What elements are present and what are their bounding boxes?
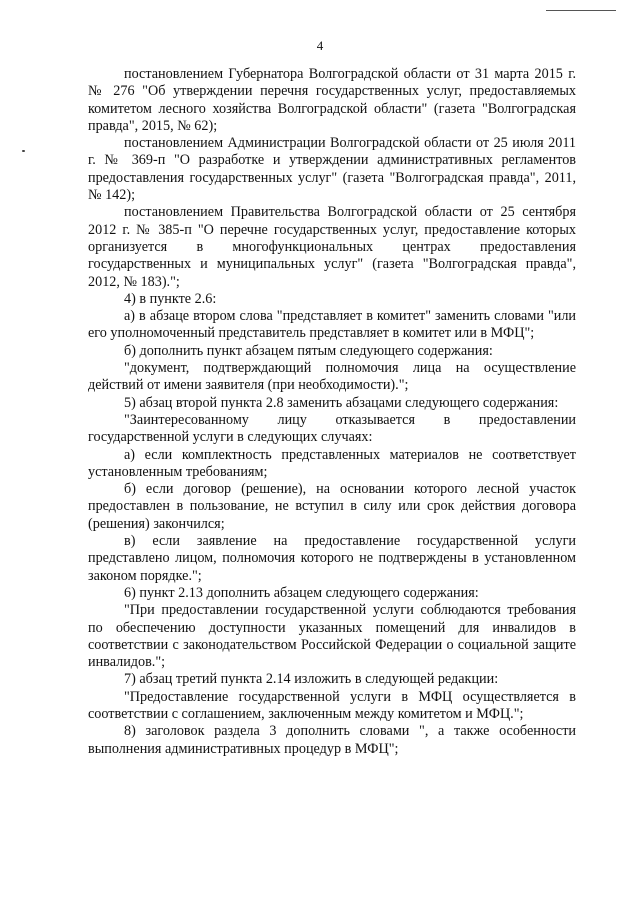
- paragraph: 5) абзац второй пункта 2.8 заменить абзацами следующего содержания:: [124, 394, 559, 411]
- paragraph: б) дополнить пункт абзацем пятым следующего содержания:: [124, 342, 493, 359]
- paragraph: а) в абзаце втором слова "представляет в комитет" заменить словами "или его уполномоченный представитель представляет в комитет или в МФЦ";: [88, 308, 576, 342]
- paragraph: постановлением Правительства Волгоградской области от 25 сентября 2012 г. № 385-п "О перечне государственных услуг, предоставление которых организуется в многофункциональных центрах предоставления государственных и муниципальных услуг" (газета "Волгоградская правда", 2012, № 183).";: [88, 204, 576, 290]
- paragraph: "При предоставлении государственной услуги соблюдаются требования по обеспечению доступности указанных помещений для инвалидов в соответствии с законодательством Российской Федерации о социальной защите инвалидов.";: [88, 602, 576, 671]
- paragraph: 8) заголовок раздела 3 дополнить словами ", а также особенности выполнения административных процедур в МФЦ";: [88, 723, 576, 757]
- page-number: 4: [316, 38, 324, 53]
- paragraph: в) если заявление на предоставление государственной услуги представлено лицом, полномочия которого не подтверждены в установленном законом порядке.";: [88, 533, 576, 584]
- paragraph: постановлением Администрации Волгоградской области от 25 июля 2011 г. № 369-п "О разработке и утверждении административных регламентов предоставления государственных услуг" (газета "Волгоградская правда", 2011, № 142);: [88, 135, 576, 204]
- paragraph: 7) абзац третий пункта 2.14 изложить в следующей редакции:: [124, 671, 499, 688]
- paragraph: постановлением Губернатора Волгоградской области от 31 марта 2015 г. № 276 "Об утверждении перечня государственных услуг, предоставляемых комитетом лесного хозяйства Волгоградской области" (газета "Волгоградская правда", 2015, № 62);: [88, 66, 576, 134]
- scan-speck: [22, 150, 25, 152]
- scan-edge-line: [546, 10, 616, 11]
- paragraph: 6) пункт 2.13 дополнить абзацем следующего содержания:: [124, 584, 479, 601]
- paragraph: 4) в пункте 2.6:: [124, 290, 217, 307]
- paragraph: "Предоставление государственной услуги в МФЦ осуществляется в соответствии с соглашением, заключенным между комитетом и МФЦ.";: [88, 688, 576, 722]
- paragraph: а) если комплектность представленных материалов не соответствует установленным требованиям;: [88, 446, 576, 480]
- paragraph: б) если договор (решение), на основании которого лесной участок предоставлен в пользование, не вступил в силу или срок действия договора (решения) закончился;: [88, 481, 576, 532]
- paragraph: "документ, подтверждающий полномочия лица на осуществление действий от имени заявителя (при необходимости).";: [88, 360, 576, 394]
- document-body: [88, 66, 576, 758]
- paragraph: "Заинтересованному лицу отказывается в предоставлении государственной услуги в следующих случаях:: [88, 411, 576, 446]
